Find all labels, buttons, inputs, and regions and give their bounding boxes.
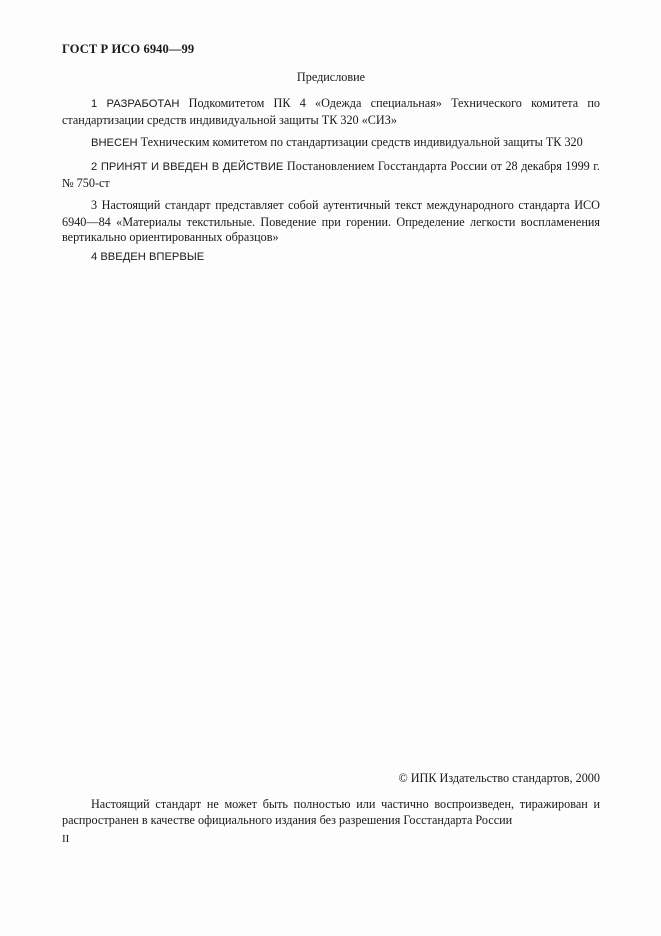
- paragraph-lead: 2 ПРИНЯТ И ВВЕДЕН В ДЕЙСТВИЕ: [91, 161, 284, 173]
- paragraph-lead: 1 РАЗРАБОТАН: [91, 98, 180, 110]
- copyright-line: © ИПК Издательство стандартов, 2000: [398, 771, 600, 785]
- paragraph-lead: 4 ВВЕДЕН ВПЕРВЫЕ: [91, 251, 205, 263]
- paragraph-first-introduced: [62, 249, 600, 266]
- paragraph-introduced: [62, 135, 600, 152]
- paragraph-text: Постановлением Госстандарта России от 28 декабря 1999 г. № 750-ст: [62, 159, 600, 190]
- document-header: ГОСТ Р ИСО 6940—99: [62, 42, 195, 56]
- reproduction-notice: Настоящий стандарт не может быть полностью или частично воспроизведен, тиражирован и распространен в качестве официального издания без разрешения Госстандарта России: [62, 797, 600, 827]
- paragraph-adopted: [62, 159, 600, 191]
- paragraph-text: 3 Настоящий стандарт представляет собой аутентичный текст международного стандарта ИСО 6940—84 «Материалы текстильные. Поведение при горении. Определение легкости воспламенения вертикально ориентированных образцов»: [62, 198, 600, 244]
- paragraph-text: Техническим комитетом по стандартизации средств индивидуальной защиты ТК 320: [137, 135, 583, 149]
- paragraph-text: Подкомитетом ПК 4 «Одежда специальная» Технического комитета по стандартизации средств индивидуальной защиты ТК 320 «СИЗ»: [62, 96, 600, 127]
- paragraph-authentic-text: [62, 198, 600, 246]
- foreword-title: Предисловие: [296, 70, 366, 84]
- paragraph-lead: ВНЕСЕН: [91, 137, 138, 149]
- page-number: II: [62, 833, 70, 845]
- paragraph-developed: [62, 96, 600, 128]
